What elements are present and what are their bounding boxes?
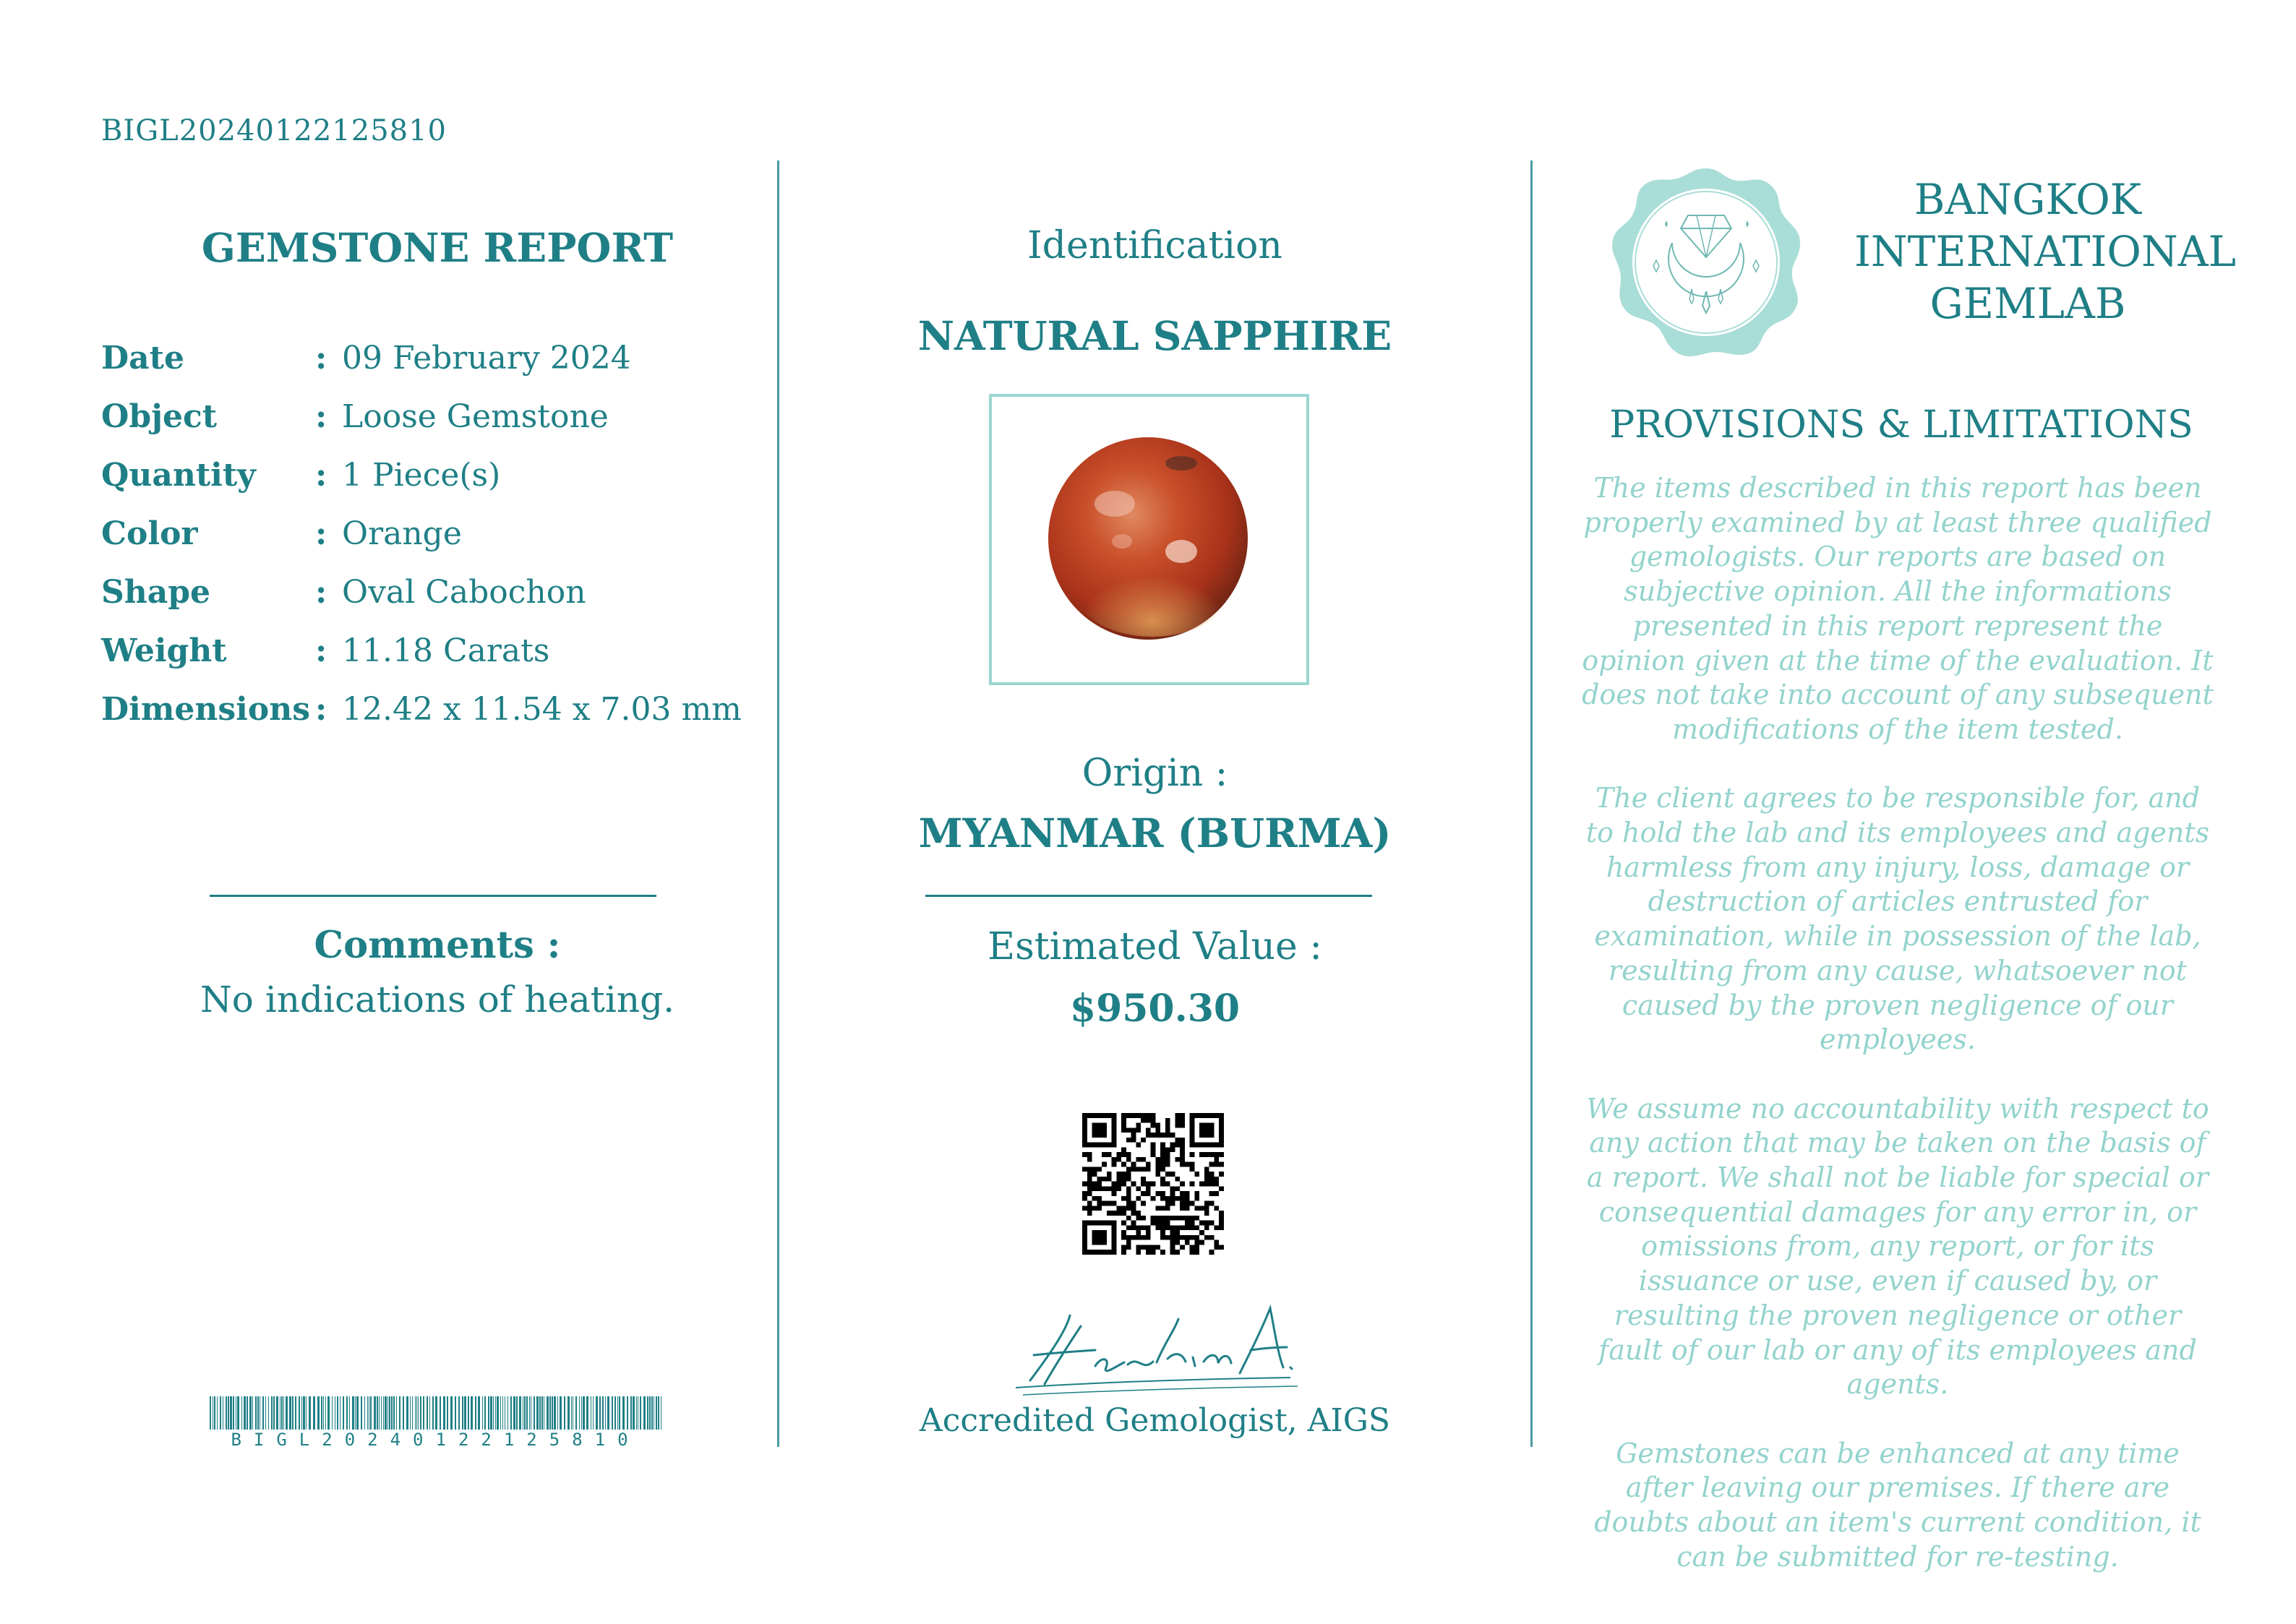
- value-divider: [925, 895, 1372, 897]
- spec-label: Weight: [101, 632, 227, 669]
- report-number: BIGL20240122125810: [101, 114, 447, 147]
- comments-divider: [210, 895, 656, 897]
- gemologist-signature: [1001, 1286, 1305, 1402]
- spec-value: 12.42 x 11.54 x 7.03 mm: [342, 691, 742, 728]
- provisions-title: PROVISIONS & LIMITATIONS: [1609, 403, 2193, 447]
- spec-list: [101, 340, 774, 749]
- provisions-paragraph: Gemstones can be enhanced at any time after leaving our premises. If there are doubts about an item's current condition, it can be submitted for re-testing.: [1594, 1437, 2201, 1573]
- spec-label: Object: [101, 398, 218, 435]
- lab-name-line: BANGKOK: [1914, 175, 2142, 224]
- spec-colon: :: [315, 457, 327, 494]
- spec-colon: :: [315, 515, 327, 552]
- report-title: GEMSTONE REPORT: [201, 224, 674, 271]
- spec-value: 1 Piece(s): [342, 457, 501, 494]
- gem-photo: [992, 397, 1306, 682]
- origin-value: MYANMAR (BURMA): [918, 809, 1392, 856]
- lab-name-line: GEMLAB: [1929, 279, 2126, 328]
- spec-value: 11.18 Carats: [342, 632, 550, 669]
- barcode-icon: [210, 1396, 661, 1430]
- spec-row-object: [101, 398, 774, 457]
- spec-label: Quantity: [101, 457, 256, 494]
- spec-colon: :: [315, 691, 327, 728]
- identification-label: Identification: [1027, 224, 1282, 267]
- spec-colon: :: [315, 398, 327, 435]
- provisions-paragraph: We assume no accountability with respect to any action that may be taken on the basis of a report. We shall not be liable for special or consequential damages for any error in, or omissions from, any report, or for its issuance or use, even if caused by, or resulting the proven negligence or other fault of our lab or any of its employees and agents.: [1586, 1092, 2209, 1401]
- spec-label: Color: [101, 515, 198, 552]
- lab-name: [1854, 173, 2237, 330]
- provisions-paragraph: The client agrees to be responsible for, and to hold the lab and its employees and agents harmless from any injury, loss, damage or destruction of articles entrusted for examination, while in possession of the lab, resulting from any cause, whatsoever not caused by the proven negligence of our employees.: [1585, 782, 2210, 1056]
- spec-label: Shape: [101, 574, 211, 611]
- spec-colon: :: [315, 632, 327, 669]
- signature-text: Hashim A.: [1001, 1286, 1006, 1287]
- gem-photo-frame: [989, 394, 1309, 685]
- spec-row-date: [101, 340, 774, 398]
- spec-value: Orange: [342, 515, 462, 552]
- spec-colon: :: [315, 574, 327, 611]
- spec-label: Dimensions: [101, 691, 311, 728]
- origin-label: Origin :: [1081, 752, 1228, 795]
- comments-text: No indications of heating.: [200, 979, 674, 1021]
- comments-title: Comments :: [314, 924, 561, 967]
- gem-name: NATURAL SAPPHIRE: [917, 312, 1392, 359]
- diamond-crescent-seal-icon: [1609, 165, 1804, 360]
- spec-row-quantity: [101, 457, 774, 515]
- spec-row-shape: [101, 574, 774, 632]
- spec-row-weight: [101, 632, 774, 691]
- qr-code-icon[interactable]: [1082, 1113, 1224, 1255]
- provisions-text: [1580, 471, 2216, 1609]
- spec-value: Oval Cabochon: [342, 574, 586, 611]
- spec-row-dimensions: [101, 691, 774, 749]
- provisions-paragraph: The items described in this report has been properly examined by at least three qualified gemologists. Our reports are based on subjective opinion. All the informations presented in this report represent the opinion given at the time of the evaluation. It does not take into account of any subsequent modifications of the item tested.: [1582, 472, 2214, 745]
- spec-colon: :: [315, 340, 327, 377]
- lab-name-line: INTERNATIONAL: [1854, 227, 2237, 276]
- spec-row-color: [101, 515, 774, 574]
- gemologist-title: Accredited Gemologist, AIGS: [919, 1402, 1391, 1439]
- spec-value: Loose Gemstone: [342, 398, 609, 435]
- barcode-number: BIGL20240122125810: [231, 1430, 641, 1450]
- spec-label: Date: [101, 340, 184, 377]
- spec-value: 09 February 2024: [342, 340, 631, 377]
- estimated-value: $950.30: [1069, 987, 1241, 1031]
- estimated-value-label: Estimated Value :: [988, 925, 1322, 968]
